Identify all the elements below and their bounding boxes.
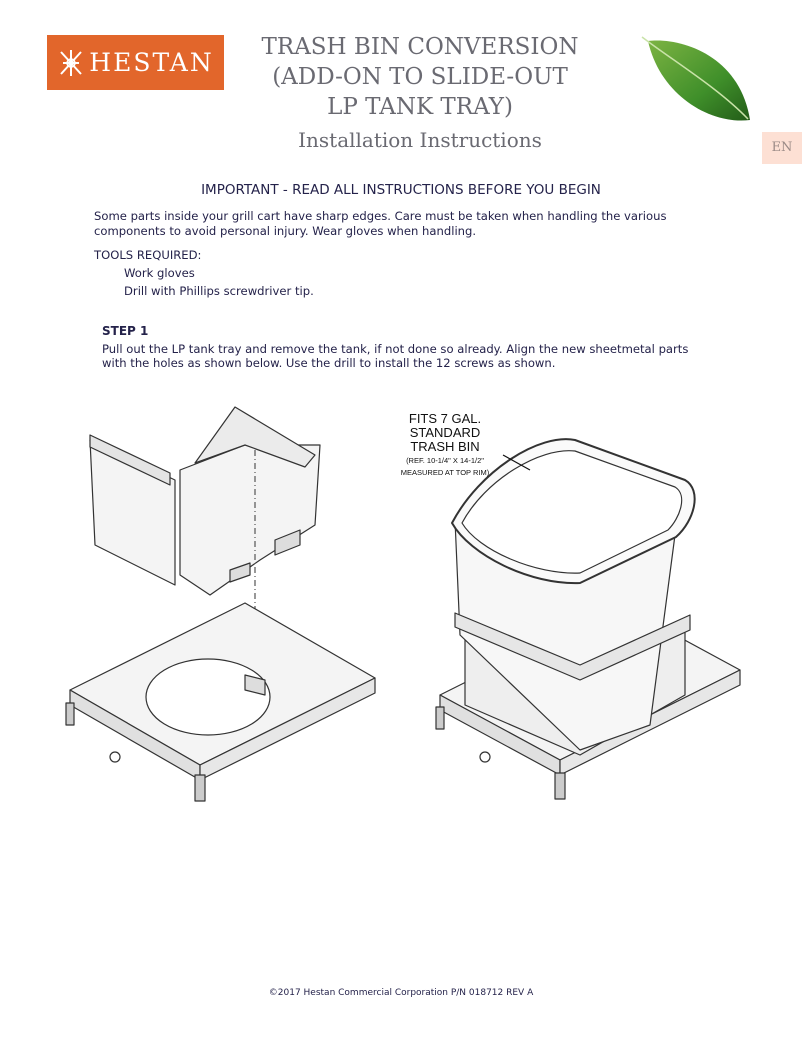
step-body: Pull out the LP tank tray and remove the tank, if not done so already. Align the new sheetmetal parts with the holes as shown below. Use the drill to install the 12 screws as shown. xyxy=(102,342,689,370)
intro-paragraph: Some parts inside your grill cart have sharp edges. Care must be taken when handling the various components to avoid personal injury. Wear gloves when handling. xyxy=(94,209,667,238)
callout-ref: (REF. 10-1/4" X 14-1/2" xyxy=(406,456,484,465)
tool-item: Drill with Phillips screwdriver tip. xyxy=(124,284,314,298)
title-line: (ADD-ON TO SLIDE-OUT xyxy=(272,64,568,90)
hestan-logo xyxy=(47,35,224,90)
language-tab[interactable]: EN xyxy=(762,132,802,164)
callout-line: FITS 7 GAL. xyxy=(408,411,482,426)
callout-line: STANDARD xyxy=(409,425,481,440)
title-line: TRASH BIN CONVERSION xyxy=(261,34,579,60)
trash-bin xyxy=(452,439,695,755)
brand-name: HESTAN xyxy=(89,48,214,77)
document-title xyxy=(230,32,610,122)
tools-heading: TOOLS REQUIRED: xyxy=(94,248,202,262)
tool-item: Work gloves xyxy=(124,266,195,280)
important-heading: IMPORTANT - READ ALL INSTRUCTIONS BEFORE YOU BEGIN xyxy=(201,182,601,198)
document-subtitle: Installation Instructions xyxy=(298,128,542,152)
leaf-icon xyxy=(640,35,755,130)
bin-size-callout xyxy=(380,412,510,478)
left-lp-tank-tray xyxy=(66,603,375,801)
left-sheetmetal-bracket xyxy=(90,407,320,595)
step-heading: STEP 1 xyxy=(102,324,149,338)
callout-ref: MEASURED AT TOP RIM) xyxy=(400,468,490,477)
footer-copyright: ©2017 Hestan Commercial Corporation P/N 018712 REV A xyxy=(268,988,534,998)
hestan-emblem-icon xyxy=(57,48,85,78)
callout-line: TRASH BIN xyxy=(410,439,480,454)
title-line: LP TANK TRAY) xyxy=(327,94,513,120)
